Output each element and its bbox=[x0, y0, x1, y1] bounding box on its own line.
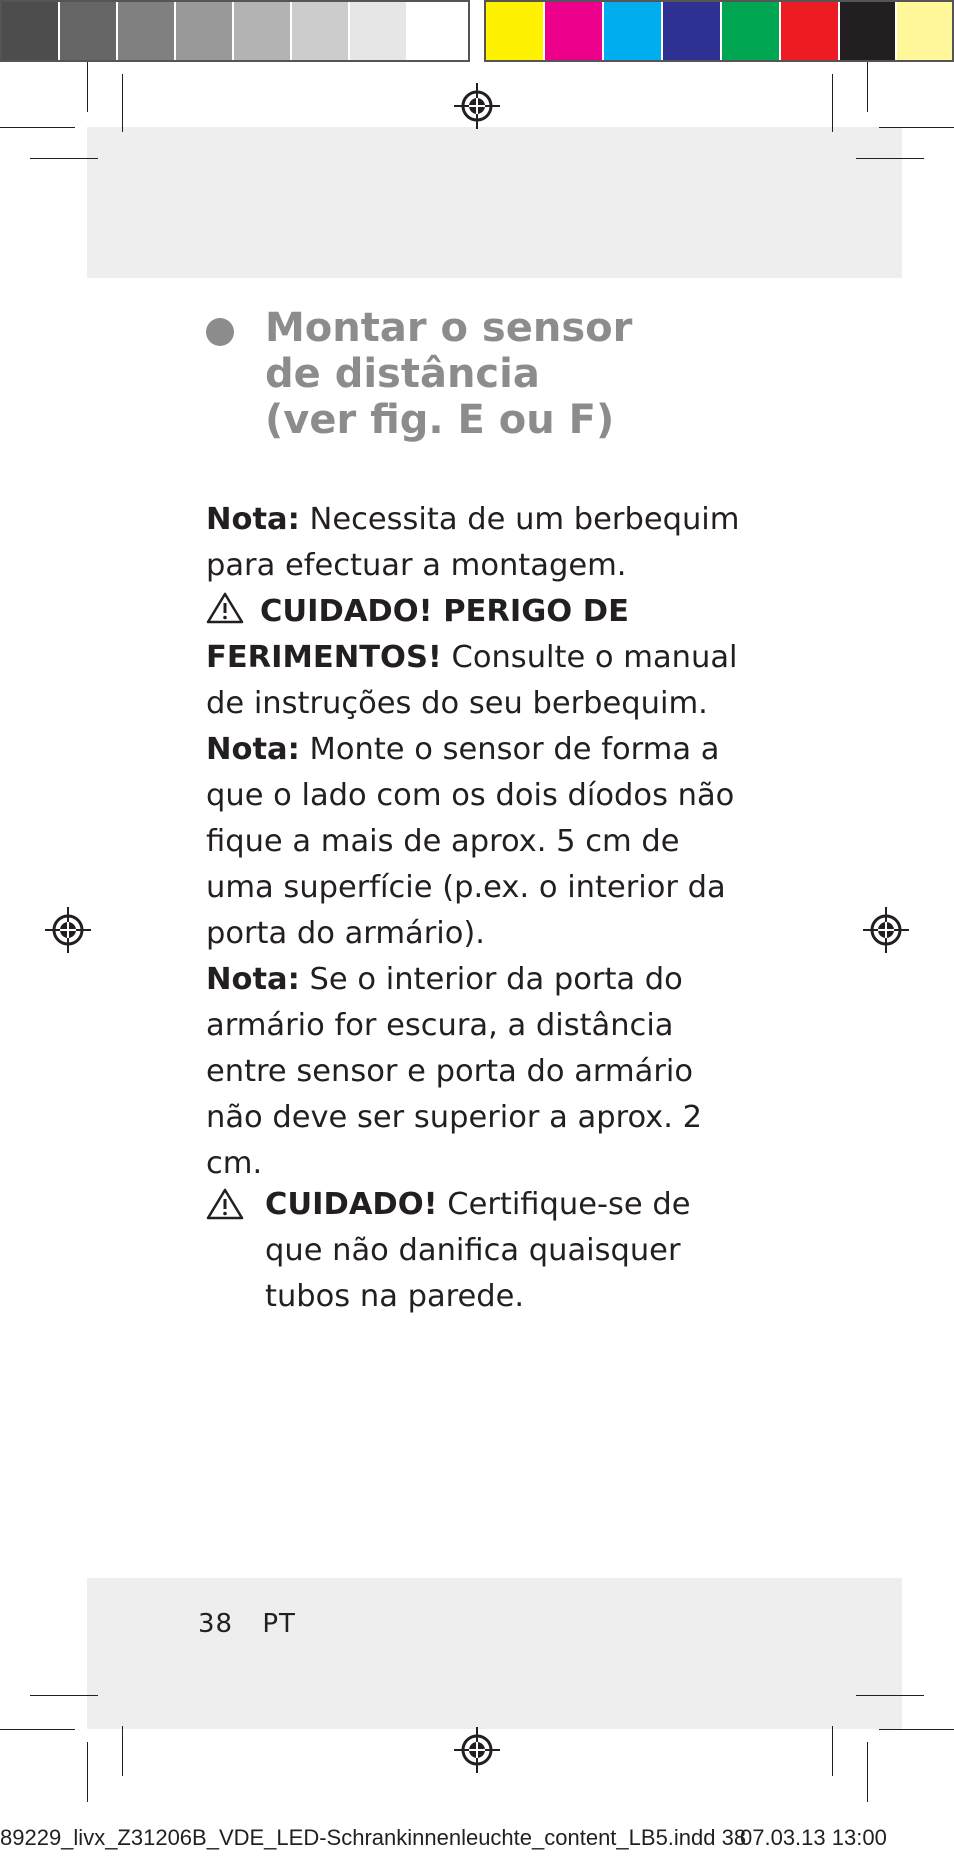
grayscale-frame bbox=[0, 0, 470, 62]
process-color-frame bbox=[484, 0, 954, 62]
note-text: Se o interior da porta do armário for escura, a distância entre sensor e porta do armário não deve ser superior a aprox. 2 cm. bbox=[206, 962, 703, 1181]
note-label: Nota: bbox=[206, 732, 300, 767]
slug-datetime: 07.03.13 13:00 bbox=[740, 1825, 887, 1850]
note-paragraph bbox=[206, 497, 746, 589]
registration-mark-icon bbox=[452, 81, 502, 131]
registration-mark-icon bbox=[861, 905, 911, 955]
note-text: Necessita de um berbequim para efectuar a montagem. bbox=[206, 502, 740, 583]
page-number: 38 bbox=[198, 1609, 234, 1639]
note-paragraph bbox=[206, 727, 746, 957]
warning-triangle-icon bbox=[206, 592, 244, 624]
caution-paragraph bbox=[206, 1182, 746, 1320]
page-footer bbox=[198, 1609, 296, 1639]
note-label: Nota: bbox=[206, 502, 300, 537]
bottom-gray-band bbox=[87, 1578, 902, 1729]
heading-bullet-icon bbox=[206, 318, 234, 346]
slug-filename: 89229_livx_Z31206B_VDE_LED-Schrankinnenleuchte_content_LB5.indd 38 bbox=[0, 1825, 747, 1850]
print-slug bbox=[0, 1825, 887, 1851]
registration-mark-icon bbox=[452, 1725, 502, 1775]
heading-line: Montar o sensor bbox=[265, 305, 633, 351]
section-heading bbox=[265, 305, 685, 443]
top-gray-band bbox=[87, 127, 902, 278]
heading-line: de distância bbox=[265, 351, 540, 397]
note-paragraph bbox=[206, 957, 746, 1187]
instruction-text bbox=[206, 497, 746, 1187]
note-text: Monte o sensor de forma a que o lado com os dois díodos não fique a mais de aprox. 5 cm de uma superfície (p.ex. o interior da porta do armário). bbox=[206, 732, 735, 951]
warning-text: Consulte o manual de instruções do seu berbequim. bbox=[206, 640, 738, 721]
warning-triangle-icon bbox=[206, 1188, 244, 1220]
note-label: Nota: bbox=[206, 962, 300, 997]
heading-line: (ver fig. E ou F) bbox=[265, 397, 615, 443]
caution-text: Certifique-se de que não danifica quaisquer tubos na parede. bbox=[265, 1187, 691, 1314]
caution-label: CUIDADO! bbox=[265, 1187, 438, 1222]
warning-paragraph bbox=[206, 589, 746, 727]
registration-mark-icon bbox=[43, 905, 93, 955]
warning-label: CUIDADO! PERIGO DE FERIMENTOS! bbox=[206, 594, 629, 675]
language-code: PT bbox=[262, 1609, 296, 1639]
